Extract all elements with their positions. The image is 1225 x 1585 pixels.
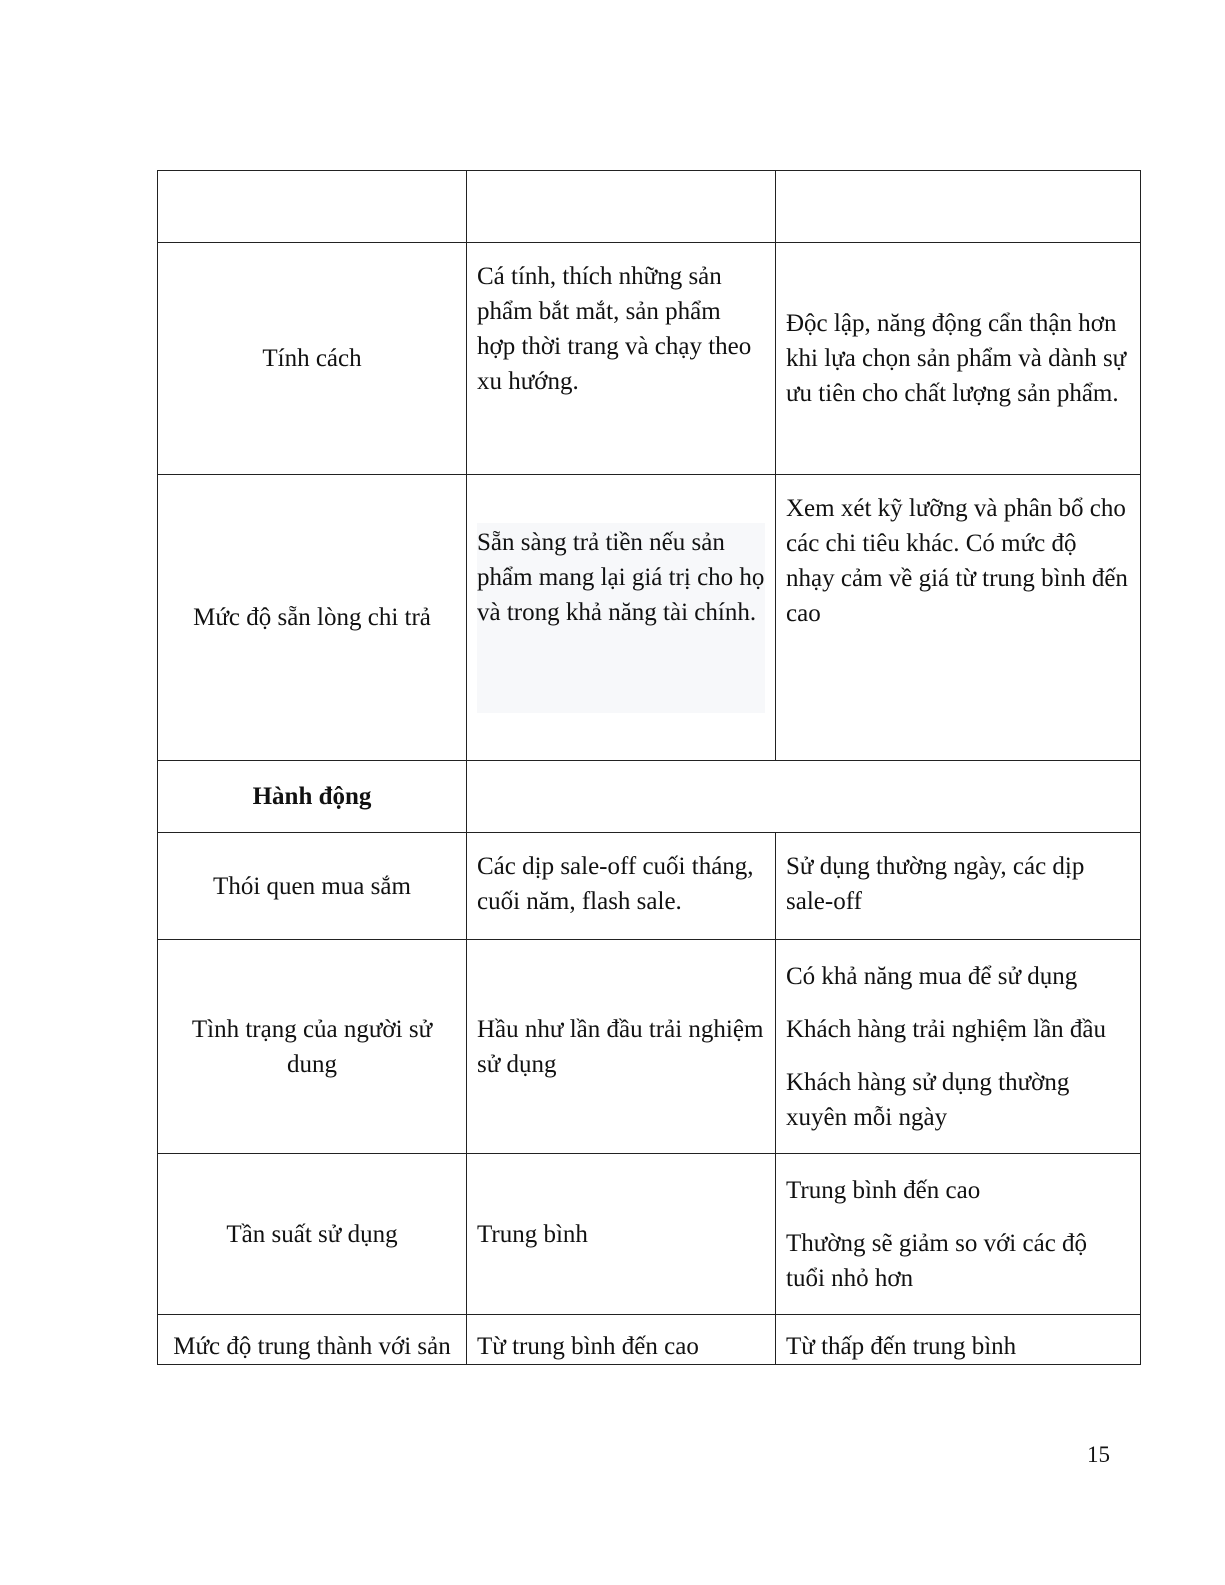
usage-frequency-line: Trung bình đến cao	[786, 1176, 981, 1204]
table-row-personality	[158, 243, 1141, 475]
page-number: 15	[1087, 1442, 1110, 1467]
loyalty-young-cell: Từ trung bình đến cao	[467, 1315, 776, 1365]
usage-frequency-young-cell: Trung bình	[467, 1154, 776, 1315]
section-heading-action: Hành động	[158, 761, 467, 833]
user-status-line: Khách hàng trải nghiệm lần đầu	[786, 1015, 1107, 1043]
table-row-user-status	[158, 940, 1141, 1154]
table-row-empty	[158, 171, 1141, 243]
row-label-shopping-habits: Thói quen mua sắm	[158, 833, 467, 940]
row-label-personality: Tính cách	[158, 243, 467, 475]
table-row-shopping-habits	[158, 833, 1141, 940]
personality-adult-cell: Độc lập, năng động cẩn thận hơn khi lựa chọn sản phẩm và dành sự ưu tiên cho chất lượng sản phẩm.	[776, 243, 1141, 475]
table-row-action-section	[158, 761, 1141, 833]
table-cell	[467, 761, 1141, 833]
row-label-usage-frequency: Tần suất sử dụng	[158, 1154, 467, 1315]
table-row-loyalty	[158, 1315, 1141, 1365]
user-status-adult-cell	[776, 940, 1141, 1154]
table-row-usage-frequency	[158, 1154, 1141, 1315]
row-label-user-status: Tình trạng của người sử dung	[158, 940, 467, 1154]
table-row-willingness	[158, 475, 1141, 761]
usage-frequency-adult-cell	[776, 1154, 1141, 1315]
user-status-young-cell: Hầu như lần đầu trải nghiệm sử dụng	[467, 940, 776, 1154]
personality-young-cell: Cá tính, thích những sản phẩm bắt mắt, sản phẩm hợp thời trang và chạy theo xu hướng.	[467, 243, 776, 475]
usage-frequency-line: Thường sẽ giảm so với các độ tuổi nhỏ hơn	[786, 1229, 1088, 1292]
willingness-adult-cell: Xem xét kỹ lưỡng và phân bổ cho các chi tiêu khác. Có mức độ nhạy cảm về giá từ trung bình đến cao	[776, 475, 1141, 761]
shopping-habits-adult-cell: Sử dụng thường ngày, các dịp sale-off	[776, 833, 1141, 940]
table-cell	[467, 171, 776, 243]
user-status-line: Có khả năng mua để sử dụng	[786, 962, 1078, 990]
shopping-habits-young-cell: Các dịp sale-off cuối tháng, cuối năm, flash sale.	[467, 833, 776, 940]
highlighted-text-block: Sẵn sàng trả tiền nếu sản phẩm mang lại giá trị cho họ và trong khả năng tài chính.	[477, 523, 765, 713]
row-label-willingness: Mức độ sẵn lòng chi trả	[158, 475, 467, 761]
row-label-loyalty: Mức độ trung thành với sản	[158, 1315, 467, 1365]
loyalty-adult-cell: Từ thấp đến trung bình	[776, 1315, 1141, 1365]
willingness-young-cell	[467, 475, 776, 761]
customer-profile-table	[157, 170, 1141, 1365]
table-cell	[158, 171, 467, 243]
table-cell	[776, 171, 1141, 243]
user-status-line: Khách hàng sử dụng thường xuyên mỗi ngày	[786, 1068, 1070, 1131]
